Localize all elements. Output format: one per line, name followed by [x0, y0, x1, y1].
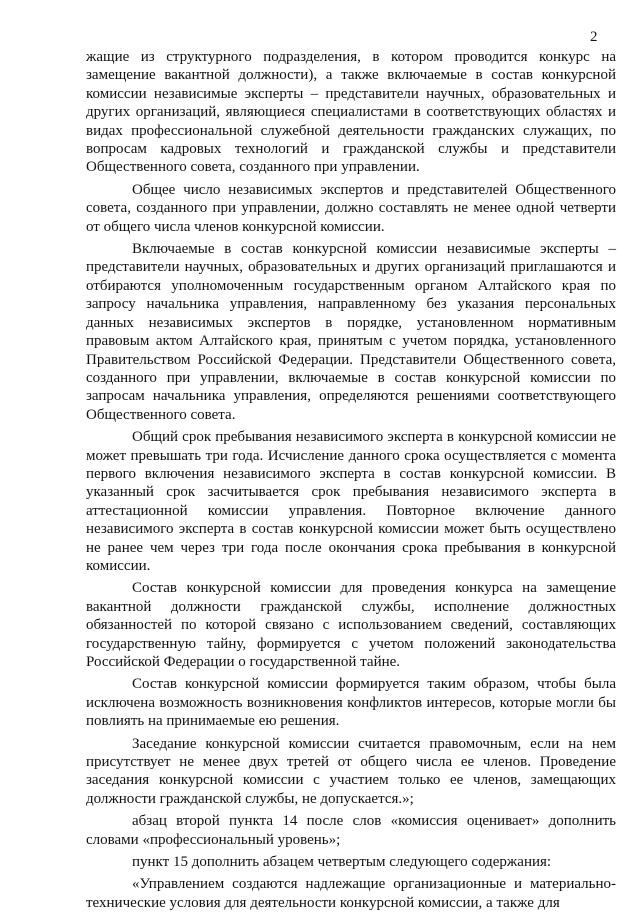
document-body: [86, 48, 616, 912]
paragraph-amendment-14: абзац второй пункта 14 после слов «комиссия оценивает» дополнить словами «профессиональный уровень»;: [86, 813, 616, 848]
paragraph-continuation: жащие из структурного подразделения, в котором проводится конкурс на замещение вакантной должности), а также включаемые в состав конкурсной комиссии независимые эксперты – представители научных, образовательных и других организаций, являющиеся специалистами в соответствующих областях и видах профессиональной служебной деятельности гражданских служащих, по вопросам кадровых технологий и гражданской службы и представители Общественного совета, созданного при управлении.: [86, 49, 616, 176]
paragraph-expert-share: Общее число независимых экспертов и представителей Общественного совета, созданного при управлении, должно составлять не менее одной четверти от общего числа членов конкурсной комиссии.: [86, 181, 616, 235]
paragraph-expert-selection: Включаемые в состав конкурсной комиссии независимые эксперты – представители научных, образовательных и других организаций приглашаются и отбираются уполномоченным государственным органом Алтайского края по запросу начальника управления, направленному без указания персональных данных независимых экспертов в порядке, установленном нормативным правовым актом Алтайского края, принятым с учетом порядка, установленного Правительством Российской Федерации. Представители Общественного совета, созданного при управлении, включаемые в состав конкурсной комиссии по запросам начальника управления, определяются решениями соответствующего Общественного совета.: [86, 241, 616, 423]
paragraph-amendment-15: пункт 15 дополнить абзацем четвертым следующего содержания:: [132, 854, 552, 871]
paragraph-state-secret: Состав конкурсной комиссии для проведения конкурса на замещение вакантной должности гражданской службы, исполнение должностных обязанностей по которой связано с использованием сведений, составляющих государственную тайну, формируется с учетом положений законодательства Российской Федерации о государственной тайне.: [86, 580, 616, 670]
paragraph-quorum: Заседание конкурсной комиссии считается правомочным, если на нем присутствует не менее двух третей от общего числа ее членов. Проведение заседания конкурсной комиссии с участием только ее членов, замещающих должности гражданской службы, не допускается.»;: [86, 735, 616, 807]
page-number: 2: [590, 29, 598, 45]
paragraph-conflict-of-interest: Состав конкурсной комиссии формируется таким образом, чтобы была исключена возможность возникновения конфликтов интересов, которые могли бы повлиять на принимаемые ею решения.: [86, 676, 616, 730]
paragraph-expert-term: Общий срок пребывания независимого эксперта в конкурсной комиссии не может превышать три года. Исчисление данного срока осуществляется с момента первого включения независимого эксперта в состав конкурсной комиссии. В указанный срок засчитывается срок пребывания независимого эксперта в аттестационной комиссии управления. Повторное включение данного независимого эксперта в состав конкурсной комиссии может быть осуществлено не ранее чем через три года после окончания срока пребывания в конкурсной комиссии.: [86, 429, 616, 574]
paragraph-conditions: «Управлением создаются надлежащие организационные и материально-технические условия для деятельности конкурсной комиссии, а также для: [86, 876, 616, 911]
